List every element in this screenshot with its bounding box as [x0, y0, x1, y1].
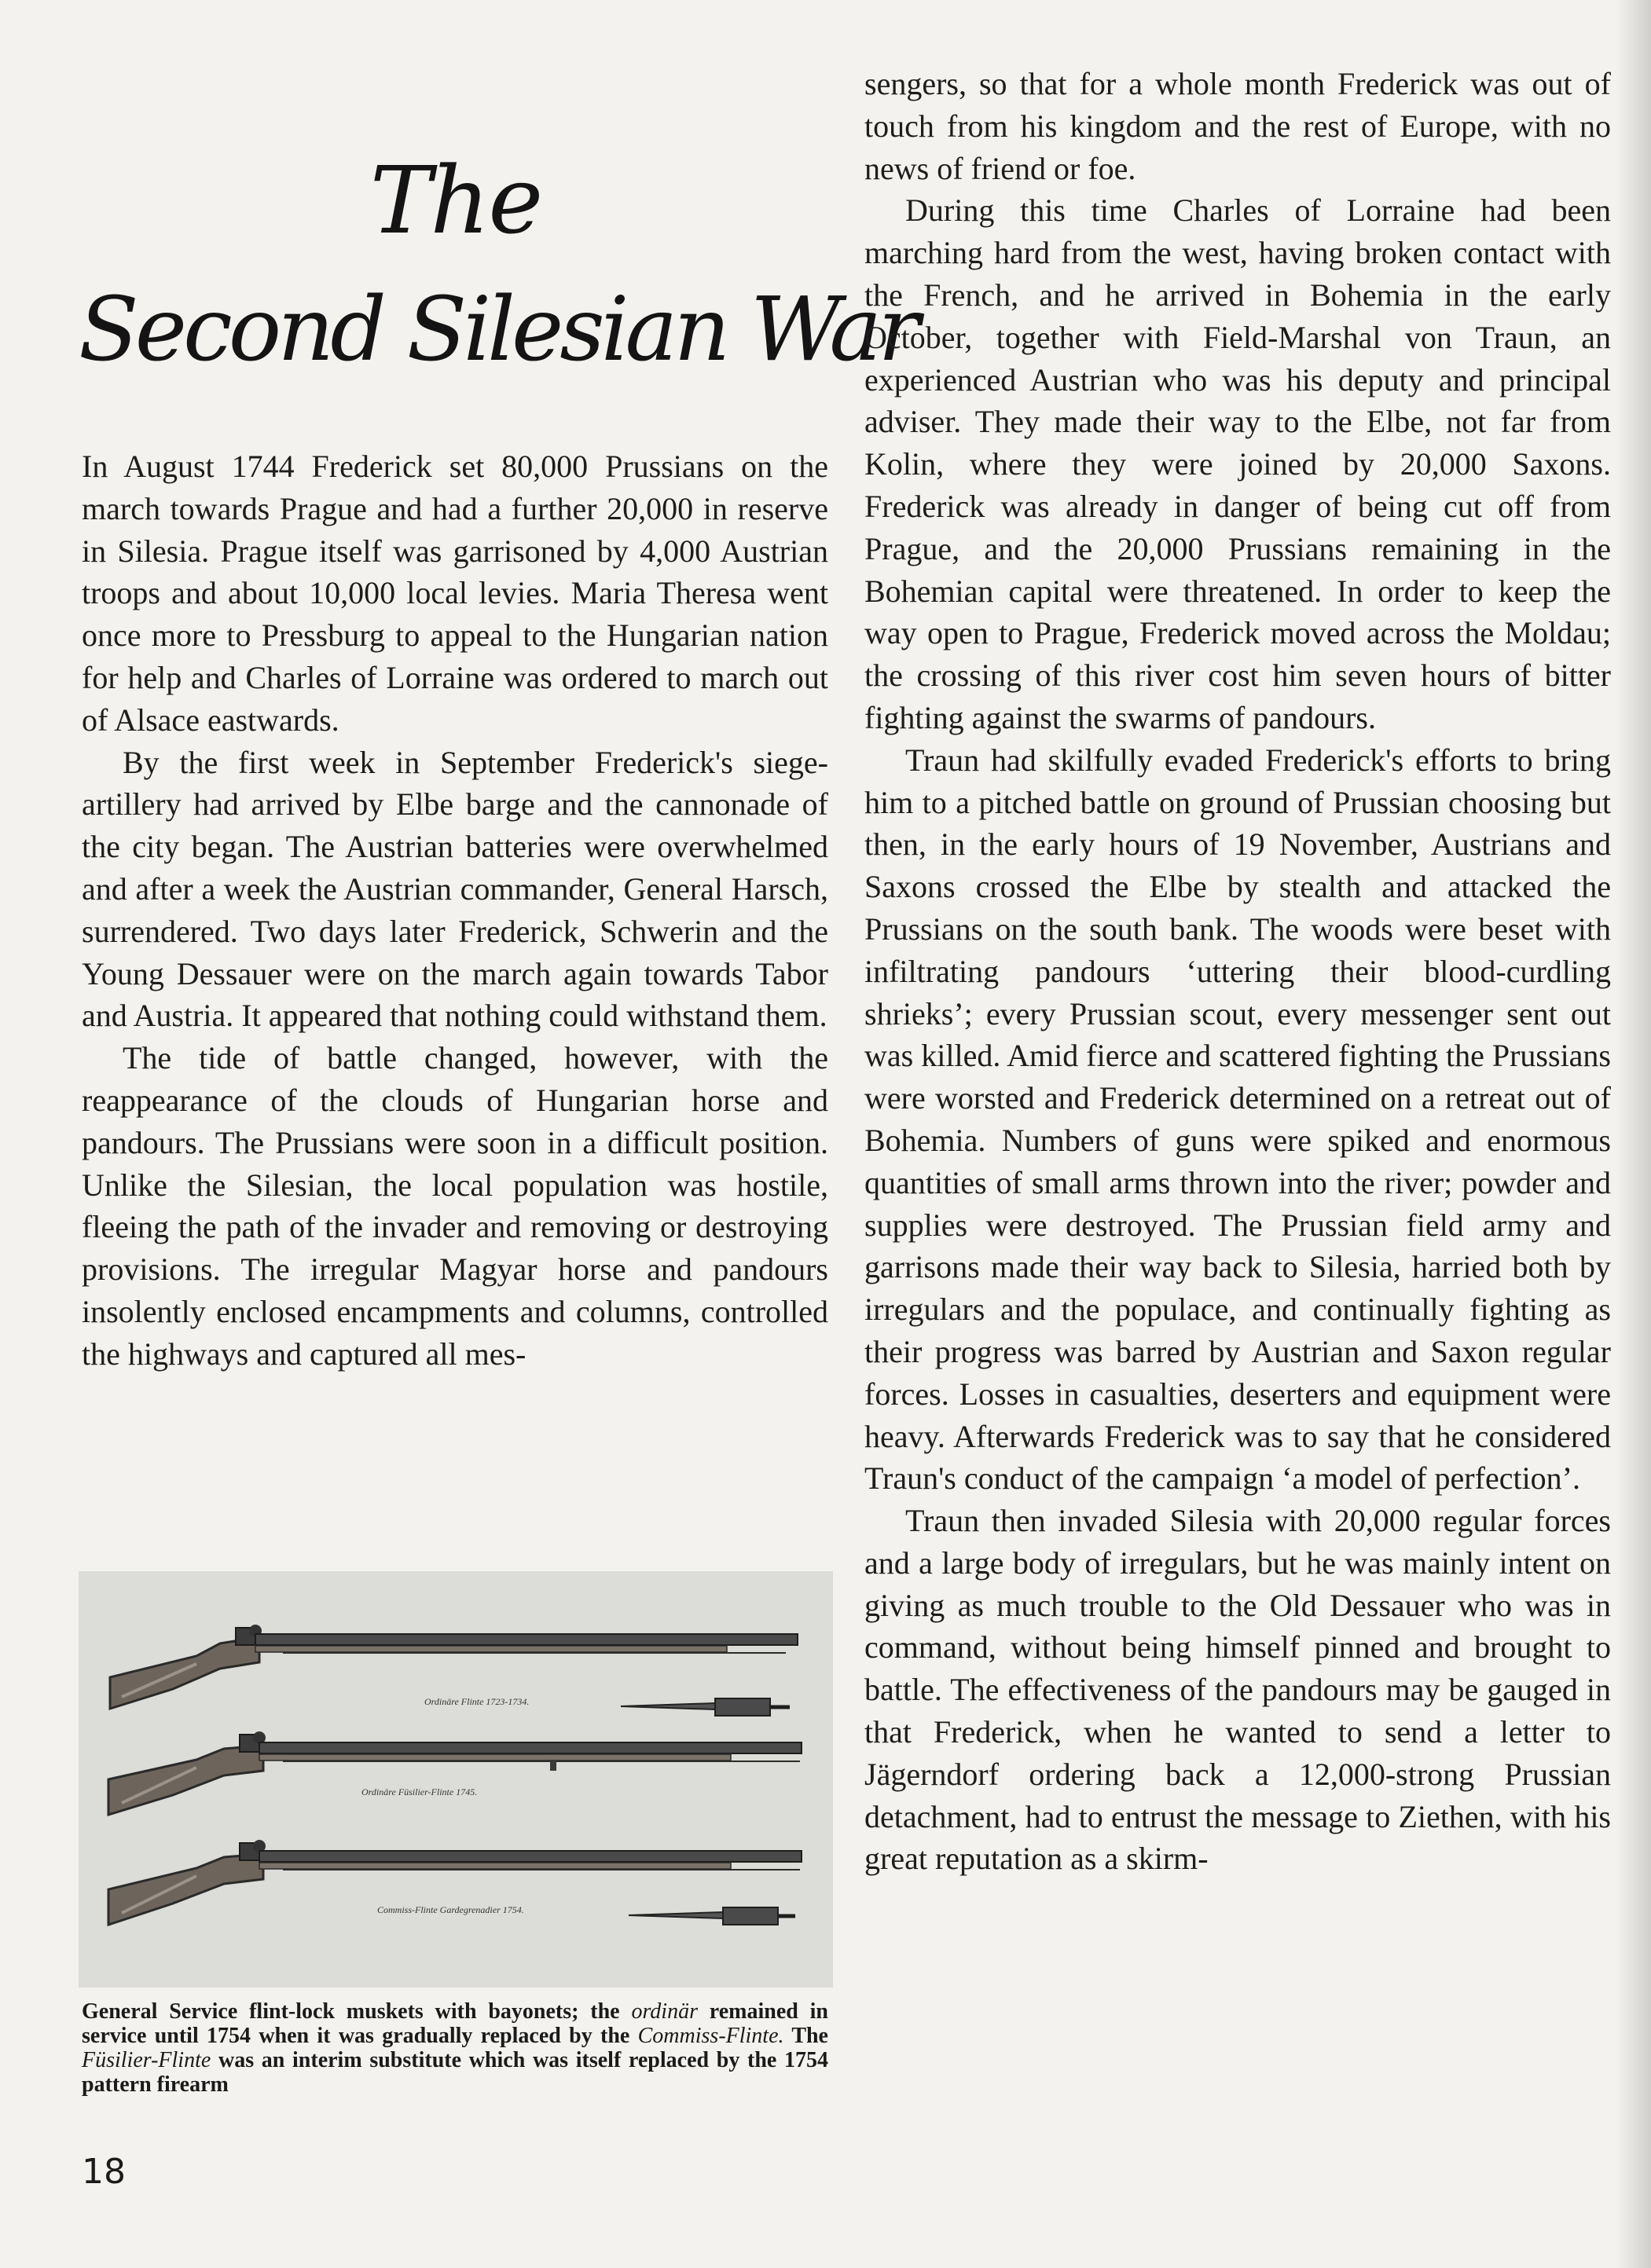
paragraph: By the first week in September Frederick's siege-artillery had arrived by Elbe barge and the cannonade of the city began. The Austrian batteries were overwhelmed and after a week the Austrian commander, General Harsch, surrendered. Two days later Frederick, Schwerin and the Young Dessauer were on the march again towards Tabor and Austria. It appeared that nothing could withstand them.	[82, 744, 828, 1034]
musket-2-label: Ordinäre Füsilier-Flinte 1745.	[361, 1786, 478, 1797]
caption-text: remained in service until 1754 when it was gradually replaced by the	[82, 1999, 828, 2048]
page-edge-shadow	[1616, 0, 1651, 2268]
paragraph: The tide of battle changed, however, with the reappearance of the clouds of Hungarian horse and pandours. The Prussians were soon in a difficult position. Unlike the Silesian, the local population was hostile, fleeing the path of the invader and removing or destroying provisions. The irregular Magyar horse and pandours insolently enclosed encampments and columns, controlled the highways and captured all mes-	[82, 1040, 828, 1372]
page-number: 18	[82, 2152, 126, 2192]
caption-term-commiss-flinte: Commiss-Flinte.	[637, 2024, 784, 2048]
caption-term-ordinar: ordinär	[631, 1999, 698, 2024]
chapter-title	[79, 141, 916, 424]
paragraph: sengers, so that for a whole month Frederick was out of touch from his kingdom and the rest of Europe, with no news of friend or foe.	[864, 66, 1611, 186]
title-line-1: The	[369, 146, 542, 255]
caption-term-fusilier-flinte: Füsilier-Flinte	[82, 2048, 211, 2072]
caption-text: General Service flint-lock muskets with bayonets; the	[82, 1999, 632, 2024]
paragraph: Traun then invaded Silesia with 20,000 regular forces and a large body of irregulars, but he was mainly intent on giving as much trouble to the Old Dessauer who was in command, without being himself pinned and brought to battle. The effectiveness of the pandours may be gauged in that Frederick, when he wanted to send a letter to Jägerndorf ordering back a 12,000-strong Prussian detachment, had to entrust the message to Ziethen, with his great reputation as a skirm-	[864, 1503, 1611, 1877]
musket-1-label: Ordinäre Flinte 1723-1734.	[424, 1696, 530, 1707]
title-line-2: Second Silesian War	[79, 279, 916, 381]
musket-3-label: Commiss-Flinte Gardegrenadier 1754.	[377, 1904, 524, 1915]
right-text-column	[864, 63, 1611, 2200]
left-text-column	[82, 445, 828, 1545]
paragraph: During this time Charles of Lorraine had been marching hard from the west, having broken contact with the French, and he arrived in Bohemia in the early October, together with Field-Marshal von Traun, an experienced Austrian who was his deputy and principal adviser. They made their way to the Elbe, not far from Kolin, where they were joined by 20,000 Saxons. Frederick was already in danger of being cut off from Prague, and the 20,000 Prussians remaining in the Bohemian capital were threatened. In order to keep the way open to Prague, Frederick moved across the Moldau; the crossing of this river cost him seven hours of bitter fighting against the swarms of pandours.	[864, 192, 1611, 735]
muskets-illustration	[79, 1571, 833, 1988]
paragraph: Traun had skilfully evaded Frederick's efforts to bring him to a pitched battle on ground of Prussian choosing but then, in the early hours of 19 November, Austrians and Saxons crossed the Elbe by stealth and attacked the Prussians on the south bank. The woods were beset with infiltrating pandours ‘uttering their blood-curdling shrieks’; every Prussian scout, every messenger sent out was killed. Amid fierce and scattered fighting the Prussians were worsted and Frederick determined on a retreat out of Bohemia. Numbers of guns were spiked and enormous quantities of small arms thrown into the river; powder and supplies were destroyed. The Prussian field army and garrisons made their way back to Silesia, harried both by irregulars and the populace, and continually fighting as their progress was barred by Austrian and Saxon regular forces. Losses in casualties, deserters and equipment were heavy. Afterwards Frederick was to say that he considered Traun's conduct of the campaign ‘a model of perfection’.	[864, 742, 1611, 1497]
caption-text: The	[783, 2024, 828, 2048]
caption-text: was an interim substitute which was itself replaced by the 1754 pattern firearm	[82, 2048, 828, 2097]
figure-caption	[82, 1999, 828, 2097]
paragraph: In August 1744 Frederick set 80,000 Prussians on the march towards Prague and had a further 20,000 in reserve in Silesia. Prague itself was garrisoned by 4,000 Austrian troops and about 10,000 local levies. Maria Theresa went once more to Pressburg to appeal to the Hungarian nation for help and Charles of Lorraine was ordered to march out of Alsace eastwards.	[82, 449, 828, 738]
